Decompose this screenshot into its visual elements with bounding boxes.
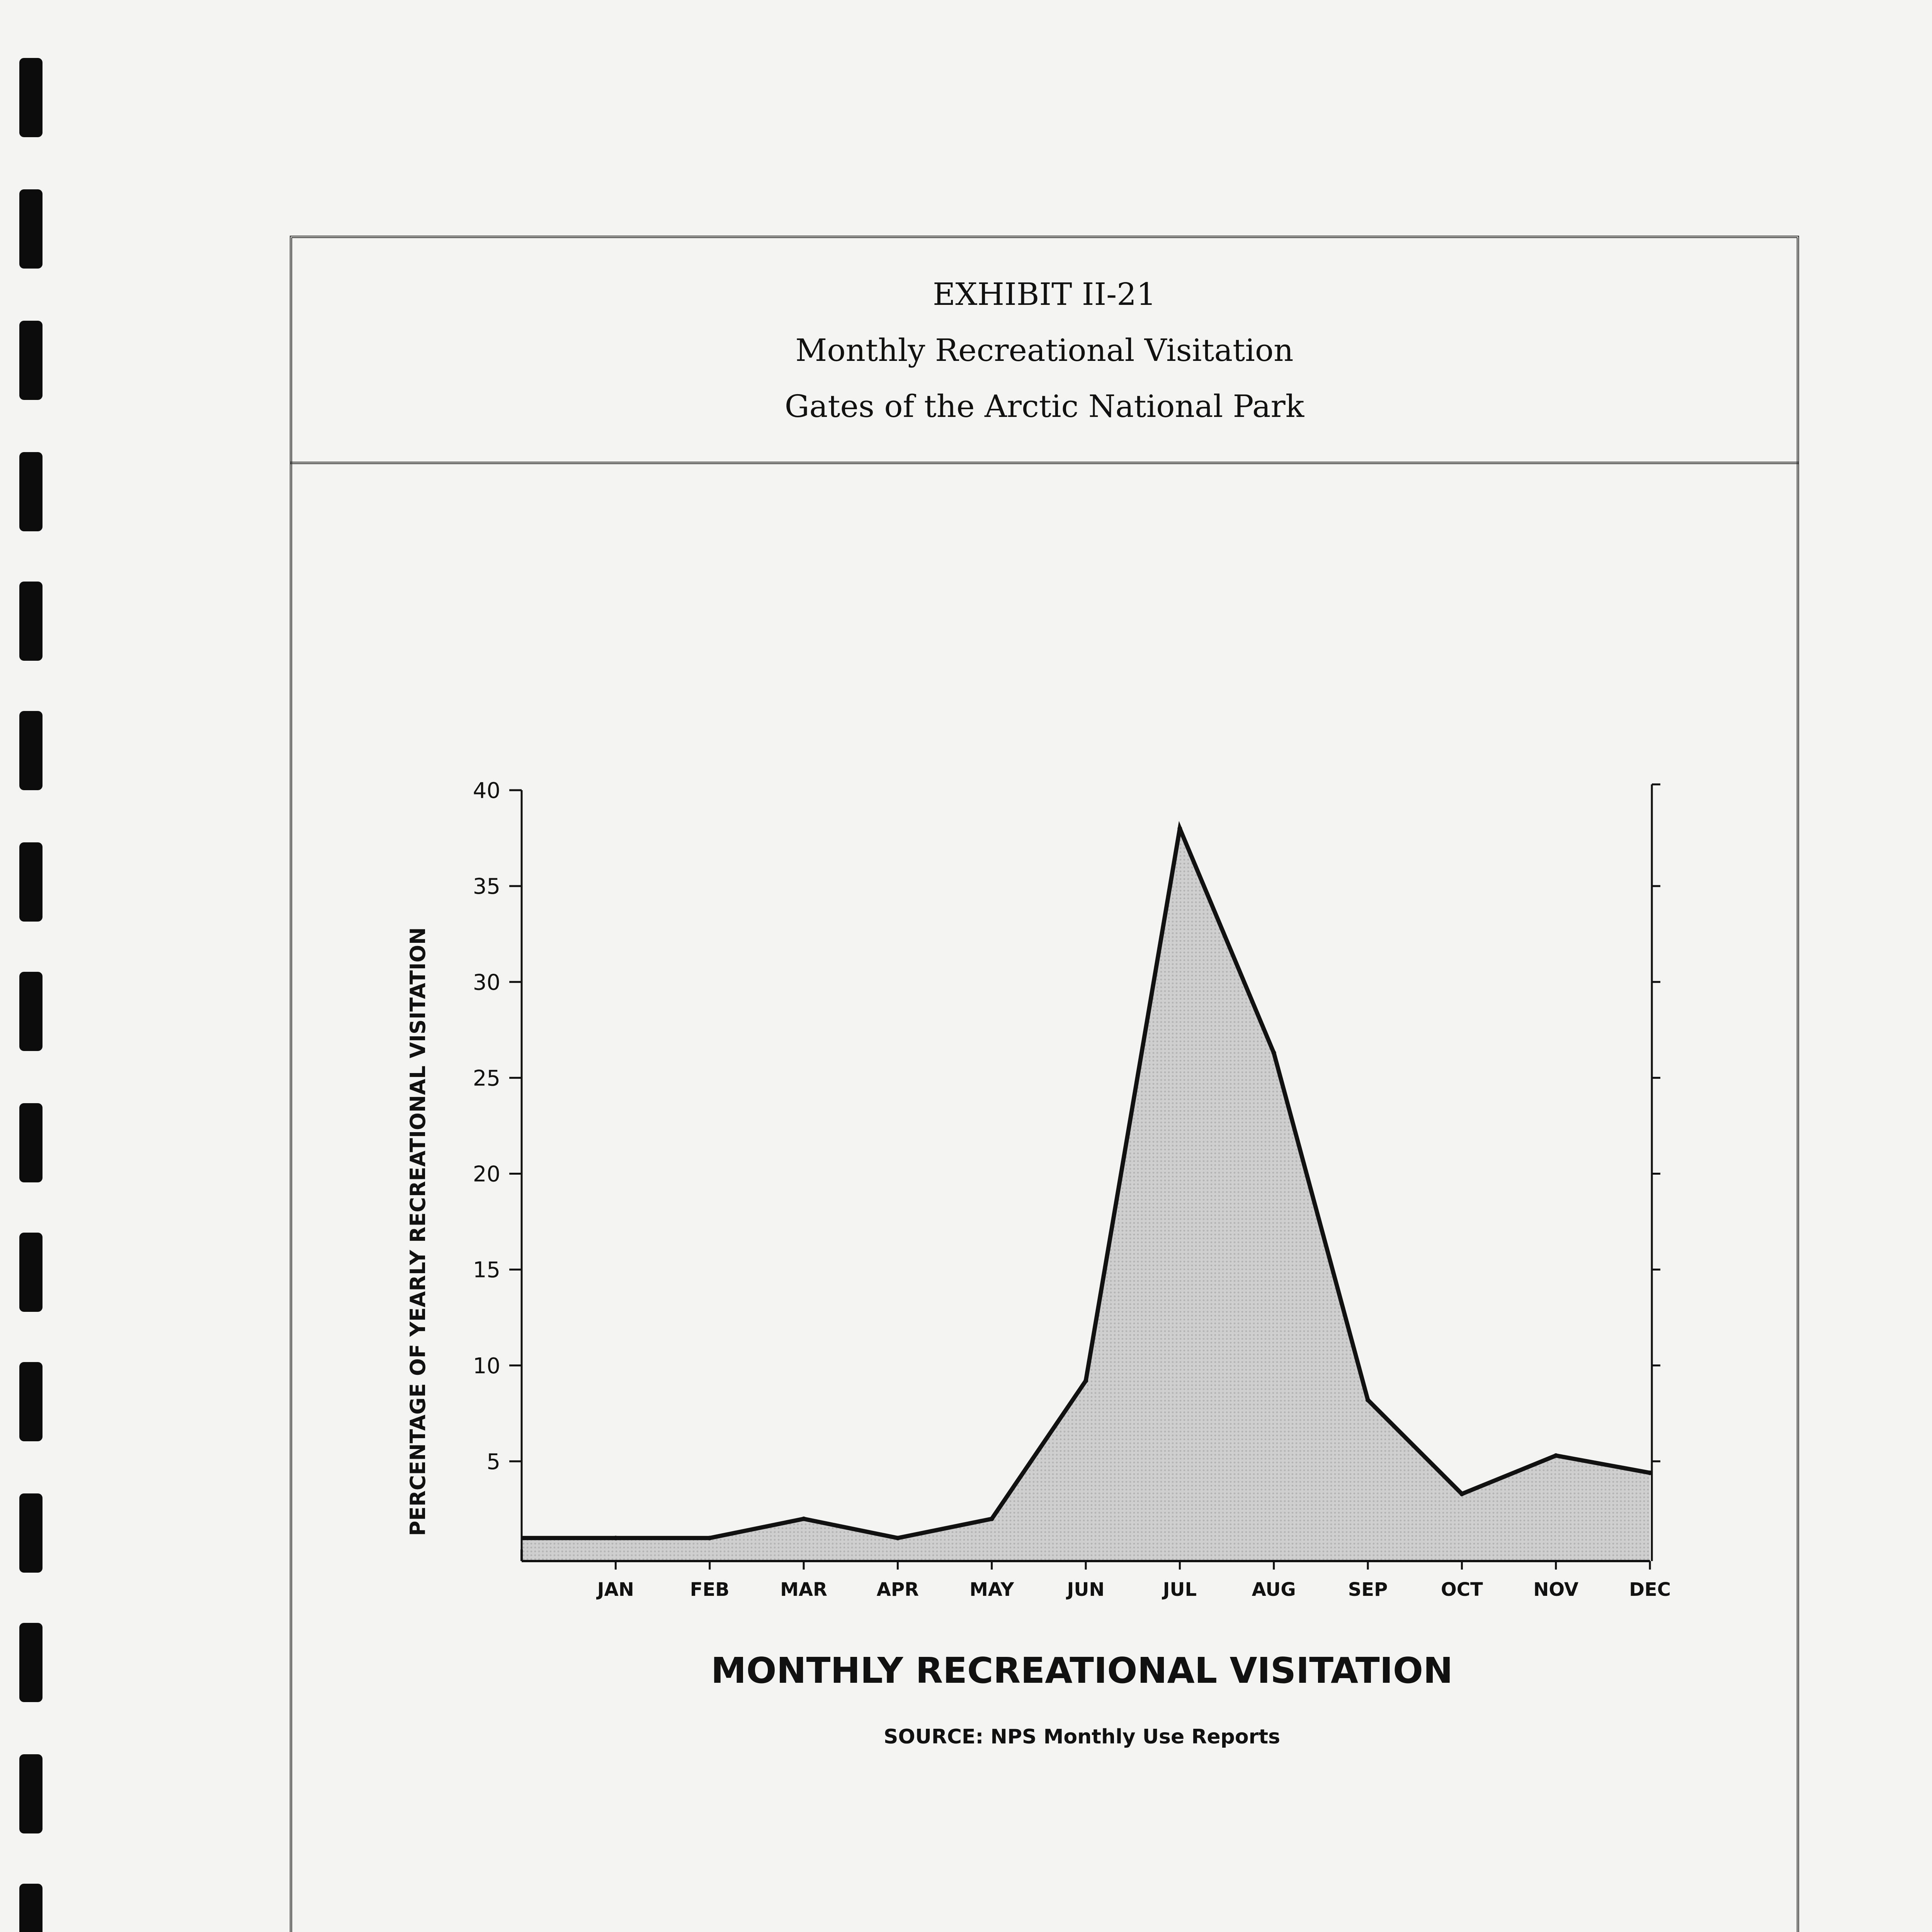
y-tick-label-35: 35 bbox=[473, 874, 500, 900]
exhibit-title: Monthly Recreational Visitation bbox=[795, 332, 1294, 368]
x-tick-label-feb: FEB bbox=[690, 1579, 730, 1600]
data-point-feb bbox=[707, 1536, 712, 1540]
x-tick-label-mar: MAR bbox=[780, 1579, 827, 1600]
chart-source: SOURCE: NPS Monthly Use Reports bbox=[883, 1725, 1281, 1748]
y-tick-label-15: 15 bbox=[473, 1257, 500, 1283]
data-point-apr bbox=[895, 1536, 900, 1540]
data-point-jun bbox=[1083, 1378, 1088, 1383]
exhibit-number: EXHIBIT II-21 bbox=[933, 276, 1156, 312]
x-tick-label-dec: DEC bbox=[1629, 1579, 1671, 1600]
y-tick-label-5: 5 bbox=[486, 1449, 500, 1475]
data-point-oct bbox=[1459, 1492, 1464, 1496]
x-tick-label-oct: OCT bbox=[1440, 1579, 1483, 1600]
x-tick-label-apr: APR bbox=[876, 1579, 919, 1600]
data-point-jan bbox=[613, 1536, 618, 1540]
data-point-jul bbox=[1177, 826, 1182, 831]
x-tick-label-sep: SEP bbox=[1348, 1579, 1388, 1600]
x-tick-label-aug: AUG bbox=[1252, 1579, 1296, 1600]
data-point-nov bbox=[1554, 1453, 1558, 1458]
data-point-aug bbox=[1272, 1051, 1276, 1055]
x-tick-label-nov: NOV bbox=[1533, 1579, 1579, 1600]
chart-title: MONTHLY RECREATIONAL VISITATION bbox=[711, 1650, 1453, 1691]
x-tick-label-jan: JAN bbox=[597, 1579, 634, 1600]
data-point-mar bbox=[801, 1517, 806, 1521]
exhibit-subtitle: Gates of the Arctic National Park bbox=[784, 388, 1304, 424]
x-tick-label-may: MAY bbox=[969, 1579, 1014, 1600]
y-tick-label-10: 10 bbox=[473, 1353, 500, 1379]
data-point-may bbox=[990, 1517, 994, 1521]
y-tick-label-30: 30 bbox=[473, 970, 500, 995]
x-tick-label-jun: JUN bbox=[1067, 1579, 1105, 1600]
y-tick-label-20: 20 bbox=[473, 1162, 500, 1187]
data-point-sep bbox=[1366, 1398, 1370, 1402]
y-axis-title: PERCENTAGE OF YEARLY RECREATIONAL VISITATION bbox=[406, 927, 430, 1536]
visitation-area bbox=[522, 828, 1650, 1561]
y-tick-label-25: 25 bbox=[473, 1066, 500, 1091]
y-tick-label-40: 40 bbox=[473, 778, 500, 803]
x-tick-label-jul: JUL bbox=[1163, 1579, 1197, 1600]
